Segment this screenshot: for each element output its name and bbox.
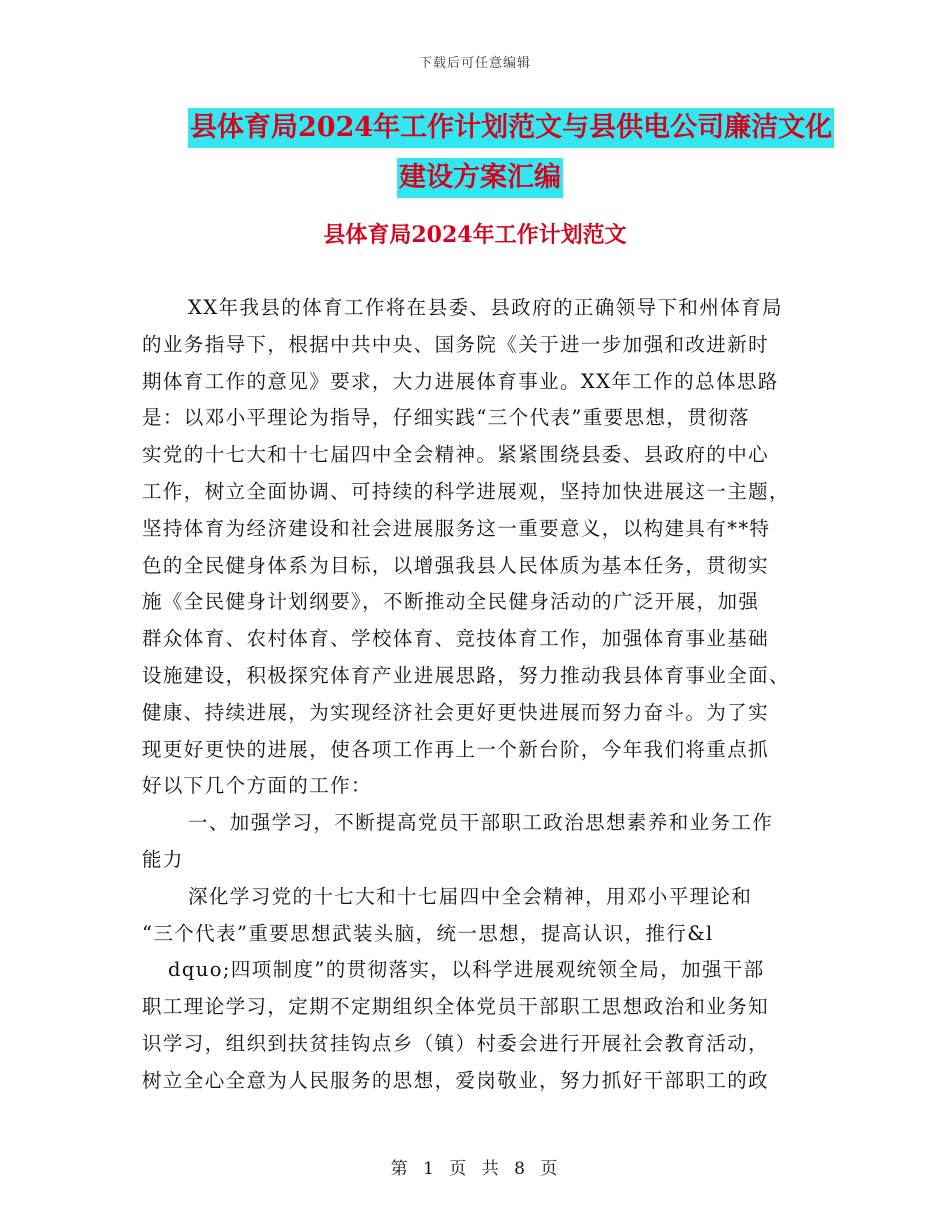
body-line: 色的全民健身体系为目标，以增强我县人民体质为基本任务，贯彻实 [142, 553, 770, 577]
body-line: 施《全民健身计划纲要》，不断推动全民健身活动的广泛开展，加强 [142, 590, 760, 614]
footer-total-word: 页 [540, 1159, 560, 1179]
body-line: 工作，树立全面协调、可持续的科学进展观，坚持加快进展这一主题， [142, 479, 790, 503]
page-footer [0, 1154, 950, 1179]
body-line: 实党的十七大和十七届四中全会精神。紧紧围绕县委、县政府的中心 [142, 443, 770, 467]
section-title: 县体育局2024年工作计划范文 [323, 222, 627, 248]
body-line: 设施建设，积极探究体育产业进展思路，努力推动我县体育事业全面、 [142, 663, 790, 687]
body-line: XX年我县的体育工作将在县委、县政府的正确领导下和州体育局 [188, 296, 783, 319]
body-line: 群众体育、农村体育、学校体育、竞技体育工作，加强体育事业基础 [142, 627, 770, 651]
body-line: 现更好更快的进展，使各项工作再上一个新台阶，今年我们将重点抓 [142, 737, 770, 761]
footer-total-pages: 8 [514, 1159, 527, 1179]
footer-total-prefix: 共 [481, 1159, 501, 1179]
body-line: 职工理论学习，定期不定期组织全体党员干部职工思想政治和业务知 [142, 995, 770, 1019]
body-line: 的业务指导下，根据中共中央、国务院《关于进一步加强和改进新时 [142, 332, 770, 356]
body-line: 识学习，组织到扶贫挂钩点乡（镇）村委会进行开展社会教育活动， [142, 1031, 770, 1055]
body-line: 深化学习党的十七大和十七届四中全会精神，用邓小平理论和 [188, 884, 753, 908]
title-line-1: 县体育局2024年工作计划范文与县供电公司廉洁文化 [188, 108, 834, 148]
body-line: 健康、持续进展，为实现经济社会更好更快进展而努力奋斗。为了实 [142, 700, 770, 724]
document-body [142, 290, 810, 1100]
body-line: 好以下几个方面的工作： [142, 774, 372, 798]
body-line: dquo;四项制度”的贯彻落实，以科学进展观统领全局，加强干部 [168, 958, 765, 982]
section-heading-line: 能力 [142, 847, 184, 871]
footer-page-word: 页 [449, 1159, 469, 1179]
body-line: “三个代表”重要思想武装头脑，统一思想，提高认识，推行&l [142, 921, 714, 945]
section-heading-line: 一、加强学习，不断提高党员干部职工政治思想素养和业务工作 [188, 811, 774, 835]
title-line-2: 建设方案汇编 [397, 158, 563, 198]
body-line: 是：以邓小平理论为指导，仔细实践“三个代表”重要思想，贯彻落 [142, 406, 750, 430]
footer-page-number: 1 [423, 1159, 436, 1179]
body-line: 树立全心全意为人民服务的思想，爱岗敬业，努力抓好干部职工的政 [142, 1068, 770, 1092]
footer-prefix: 第 [390, 1159, 410, 1179]
body-line: 期体育工作的意见》要求，大力进展体育事业。XX年工作的总体思路 [142, 369, 779, 393]
page-header: 下载后可任意编辑 [418, 56, 531, 71]
body-line: 坚持体育为经济建设和社会进展服务这一重要意义，以构建具有**特 [142, 516, 771, 540]
